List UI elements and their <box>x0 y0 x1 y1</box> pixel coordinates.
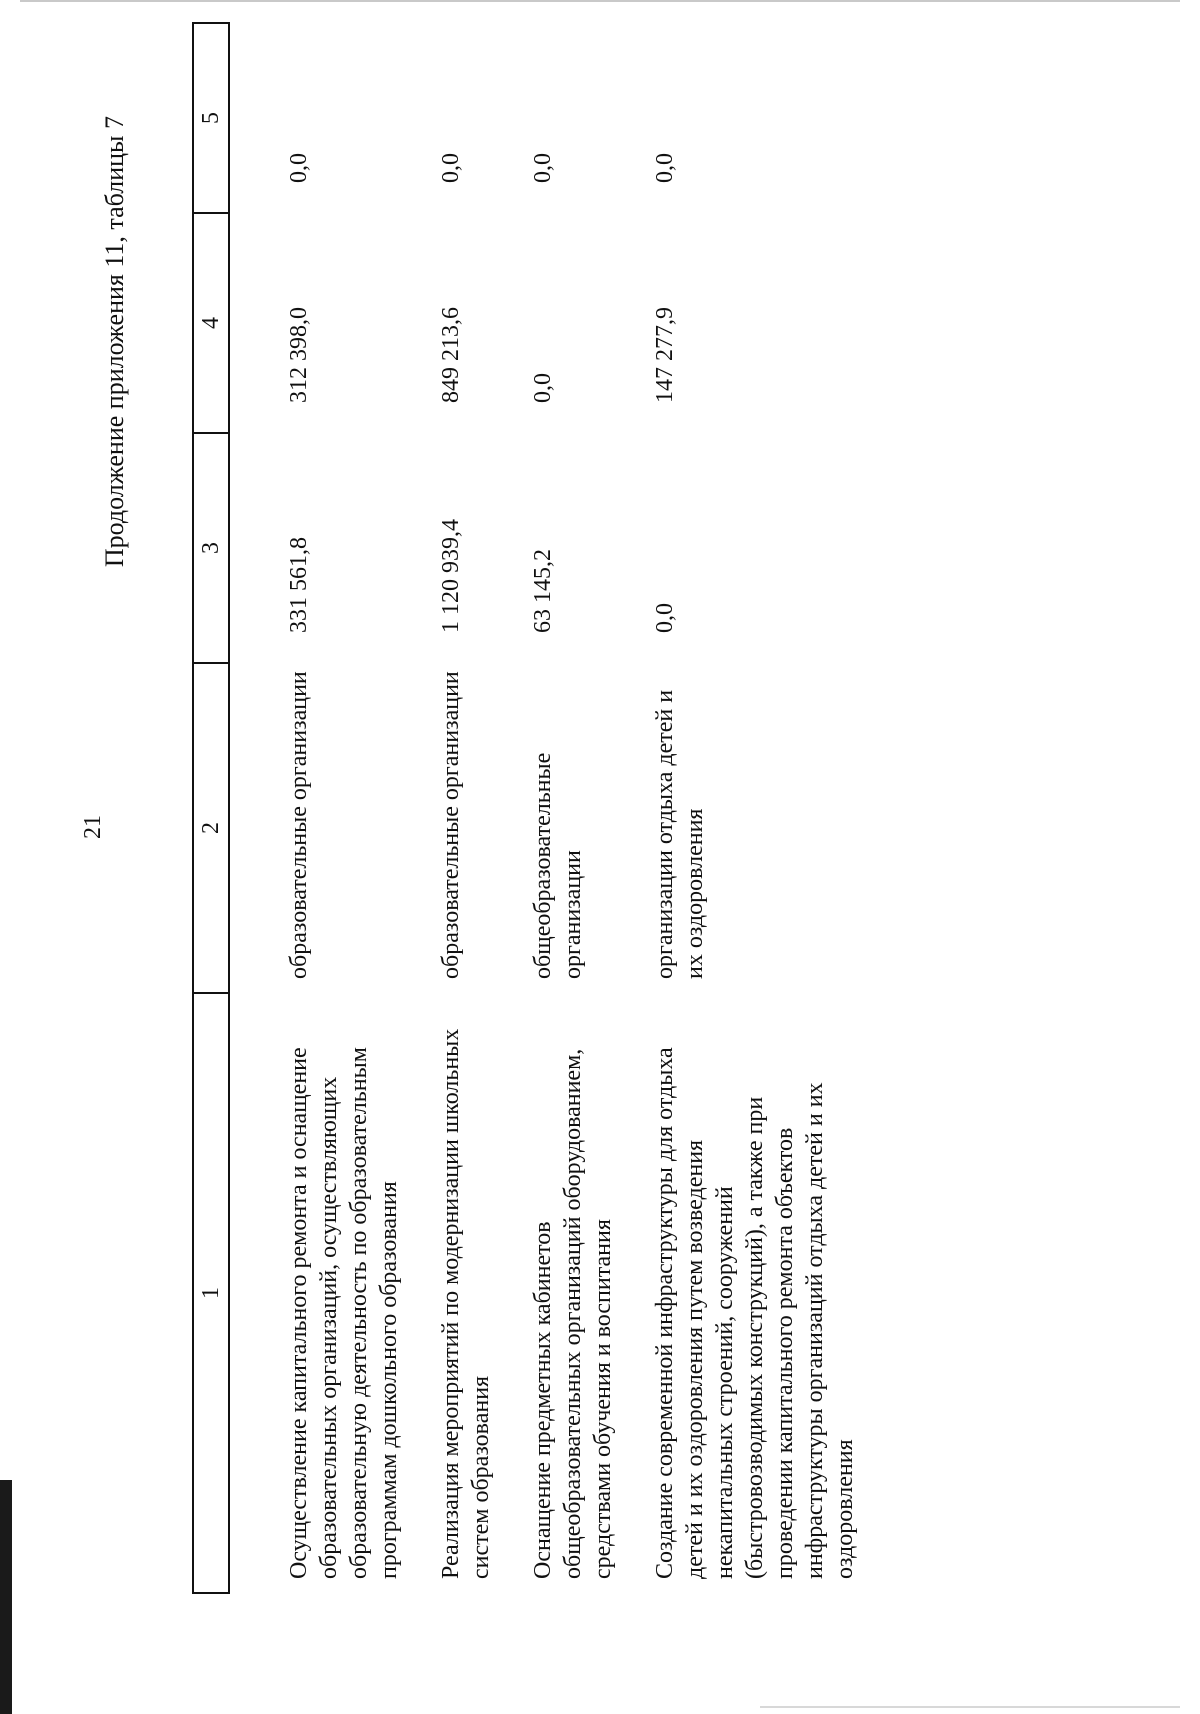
row-organization: образовательные организации <box>438 671 464 979</box>
table-row <box>528 23 650 1593</box>
page-number: 21 <box>80 815 106 839</box>
column-header-5: 5 <box>193 23 229 213</box>
row-value-col3: 63 145,2 <box>530 549 556 633</box>
table-row <box>229 23 436 1593</box>
row-value-col4: 312 398,0 <box>286 307 312 403</box>
row-name: Создание современной инфраструктуры для отдыха детей и их оздоровления путем возведения некапитальных строений, сооружений (быстровозводимых конструкций), а также при проведении капитального ремонта объектов инфраструктуры организаций отдыха детей и их оздоровления <box>652 1047 858 1579</box>
column-header-4: 4 <box>193 213 229 433</box>
row-name: Реализация мероприятий по модернизации школьных систем образования <box>438 1028 494 1579</box>
row-value-col5: 0,0 <box>652 153 678 183</box>
row-value-col3: 1 120 939,4 <box>438 519 464 633</box>
continuation-label: Продолжение приложения 11, таблицы 7 <box>100 116 129 568</box>
row-name: Осуществление капитального ремонта и оснащение образовательных организаций, осуществляющих образовательную деятельность по образовательным программам дошкольного образования <box>286 1047 402 1579</box>
column-header-1: 1 <box>193 993 229 1593</box>
column-header-3: 3 <box>193 433 229 663</box>
row-value-col5: 0,0 <box>438 153 464 183</box>
table-row <box>650 23 892 1593</box>
row-organization: общеобразовательные организации <box>530 752 586 979</box>
row-value-col5: 0,0 <box>530 153 556 183</box>
row-value-col4: 147 277,9 <box>652 307 678 403</box>
row-value-col4: 0,0 <box>530 373 556 403</box>
table-row <box>436 23 528 1593</box>
row-value-col5: 0,0 <box>286 153 312 183</box>
row-organization: образовательные организации <box>286 671 312 979</box>
row-name: Оснащение предметных кабинетов общеобразовательных организаций оборудованием, средствами обучения и воспитания <box>530 1048 616 1579</box>
row-value-col3: 0,0 <box>652 603 678 633</box>
table-header-row <box>193 23 229 1593</box>
budget-table <box>192 24 892 1594</box>
row-value-col4: 849 213,6 <box>438 307 464 403</box>
column-header-2: 2 <box>193 663 229 993</box>
row-organization: организации отдыха детей и их оздоровления <box>652 689 708 979</box>
row-value-col3: 331 561,8 <box>286 537 312 633</box>
